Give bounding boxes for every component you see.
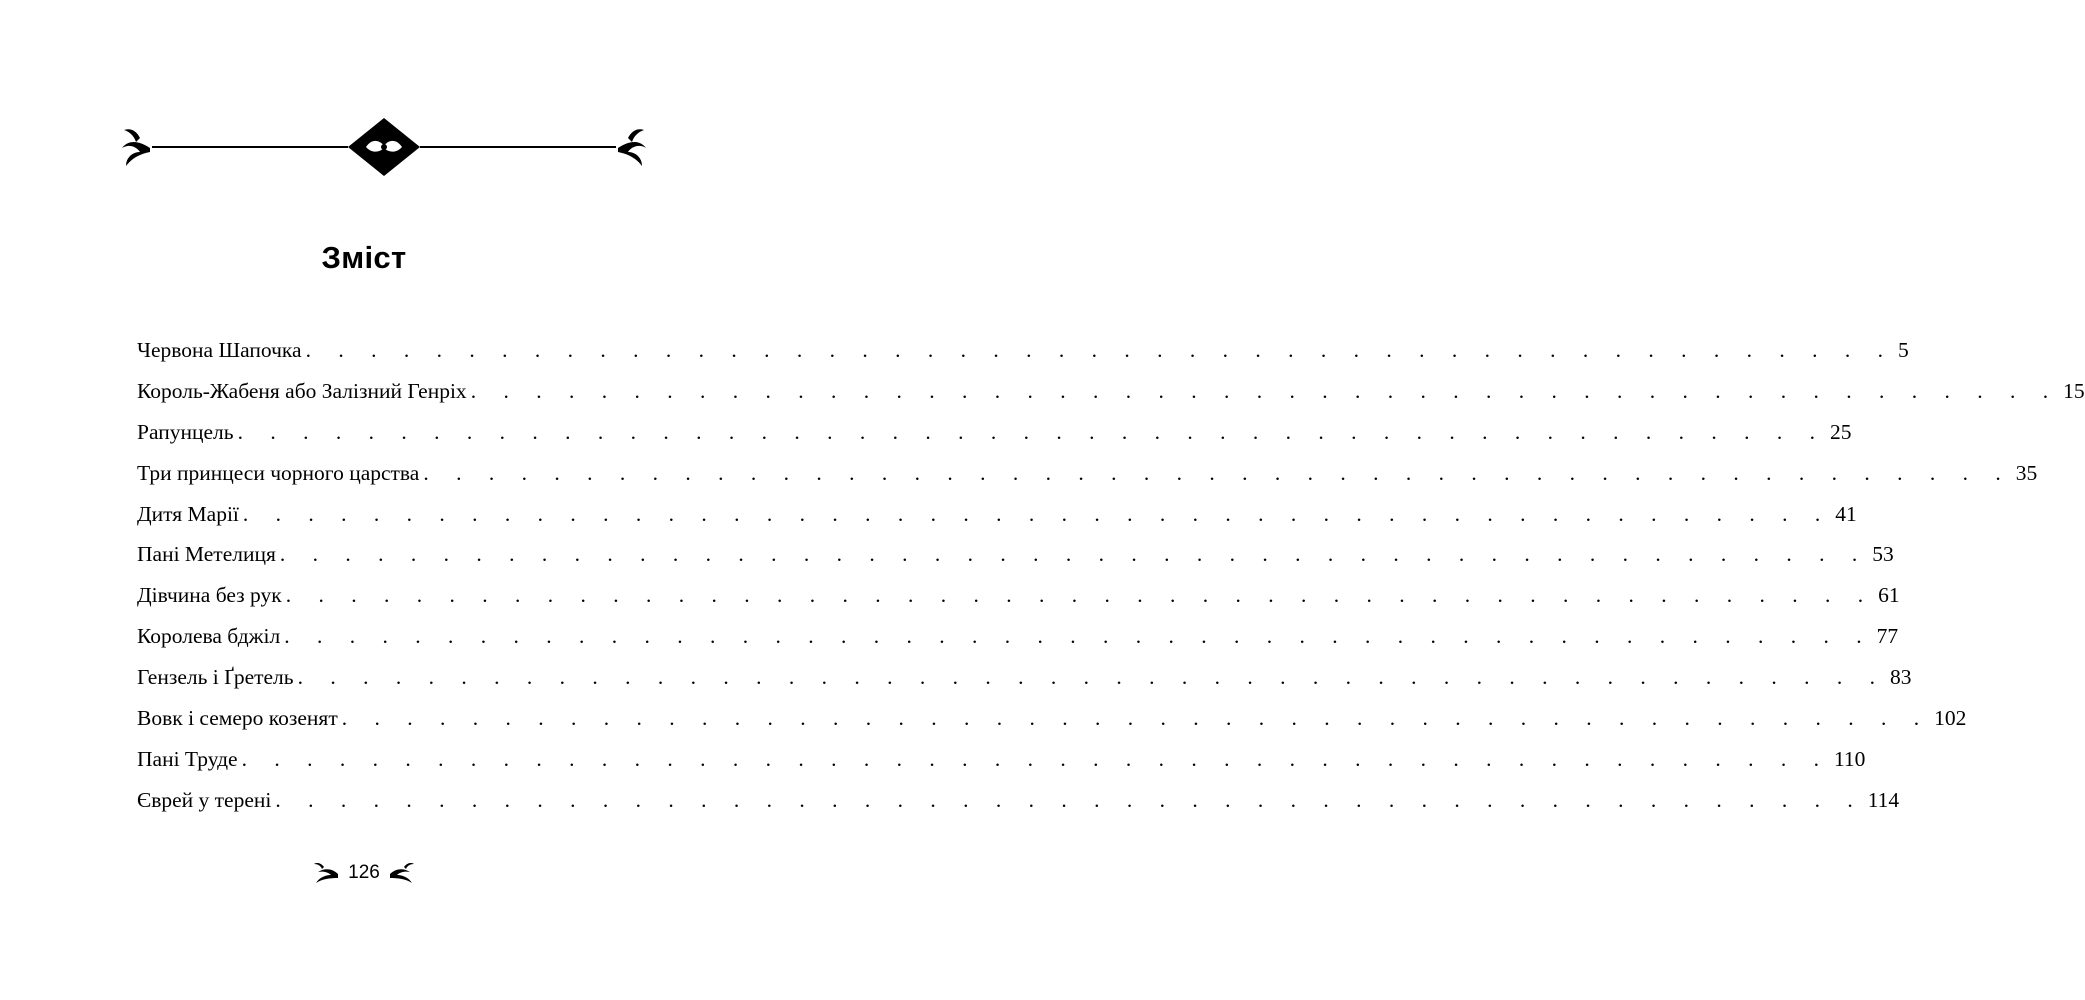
- toc-leader-dots: . . . . . . . . . . . . . . . . . . . . . . . . . . . . . . . . . . . . . . . . . . . . . . . . .: [470, 378, 2060, 403]
- left-flourish-icon: [122, 129, 150, 166]
- toc-leader-dots: . . . . . . . . . . . . . . . . . . . . . . . . . . . . . . . . . . . . . . . . . . . . . . . . .: [279, 542, 1869, 567]
- toc-leader-dots: . . . . . . . . . . . . . . . . . . . . . . . . . . . . . . . . . . . . . . . . . . . . . . . . .: [297, 665, 1886, 690]
- toc-entry-title: Дитя Марії: [137, 501, 239, 526]
- right-swash-icon: [388, 862, 416, 884]
- page-number: 126: [348, 862, 380, 883]
- center-diamond-icon: [348, 118, 420, 176]
- toc-entry-page: 15: [2063, 378, 2085, 403]
- header-ornament: [110, 118, 658, 176]
- toc-entry-page: 110: [1833, 746, 1866, 771]
- toc-entry-title: Три принцеси чорного царства: [137, 460, 420, 485]
- toc-entry-title: Гензель і Ґретель: [137, 665, 294, 690]
- toc-entry-page: 77: [1876, 624, 1899, 649]
- toc-entry: [137, 338, 1909, 379]
- toc-entry: [137, 746, 1866, 788]
- toc-entry: [137, 419, 1852, 461]
- toc-leader-dots: . . . . . . . . . . . . . . . . . . . . . . . . . . . . . . . . . . . . . . . . . . . . . . . . .: [284, 624, 1873, 649]
- toc-leader-dots: . . . . . . . . . . . . . . . . . . . . . . . . . . . . . . . . . . . . . . . . . . . . . . . . .: [423, 460, 2012, 485]
- toc-entry-page: 102: [1934, 706, 1967, 731]
- table-of-contents: [137, 338, 2085, 829]
- toc-leader-dots: . . . . . . . . . . . . . . . . . . . . . . . . . . . . . . . . . . . . . . . . . . . . . . . . .: [285, 583, 1875, 608]
- toc-leader-dots: . . . . . . . . . . . . . . . . . . . . . . . . . . . . . . . . . . . . . . . . . . . . . . . . .: [275, 787, 1864, 812]
- toc-entry-page: 53: [1872, 542, 1894, 567]
- toc-entry-page: 5: [1897, 338, 1909, 362]
- toc-entry-title: Королева бджіл: [137, 624, 281, 649]
- toc-entry: [137, 787, 1900, 829]
- toc-entry-page: 83: [1889, 665, 1912, 690]
- toc-entry: [137, 624, 1899, 665]
- toc-entry-title: Король-Жабеня або Залізний Генріх: [137, 378, 467, 403]
- toc-entry: [137, 378, 2085, 420]
- toc-entry-title: Єврей у терені: [137, 787, 272, 812]
- toc-entry-title: Вовк і семеро козенят: [137, 706, 338, 731]
- toc-entry: [137, 665, 1912, 706]
- toc-entry: [137, 460, 2038, 502]
- toc-entry: [137, 706, 1967, 747]
- toc-entry: [137, 501, 1857, 543]
- toc-entry-page: 41: [1835, 501, 1857, 526]
- toc-entry-page: 61: [1878, 583, 1900, 608]
- toc-entry-title: Пані Труде: [137, 746, 238, 771]
- toc-leader-dots: . . . . . . . . . . . . . . . . . . . . . . . . . . . . . . . . . . . . . . . . . . . . . . . . .: [237, 419, 1826, 444]
- toc-entry-title: Пані Метелиця: [137, 542, 276, 567]
- toc-entry-page: 35: [2015, 460, 2038, 485]
- toc-leader-dots: . . . . . . . . . . . . . . . . . . . . . . . . . . . . . . . . . . . . . . . . . . . . . . . . .: [341, 706, 1931, 731]
- toc-leader-dots: . . . . . . . . . . . . . . . . . . . . . . . . . . . . . . . . . . . . . . . . . . . . . . . . .: [241, 746, 1830, 771]
- toc-entry-title: Червона Шапочка: [137, 338, 302, 362]
- toc-entry: [137, 542, 1894, 583]
- toc-entry-title: Дівчина без рук: [137, 583, 282, 608]
- toc-entry-page: 25: [1829, 419, 1852, 444]
- toc-entry: [137, 583, 1900, 624]
- page-title: Зміст: [321, 240, 407, 275]
- toc-leader-dots: . . . . . . . . . . . . . . . . . . . . . . . . . . . . . . . . . . . . . . . . . . . . . . . . .: [242, 501, 1832, 526]
- right-flourish-icon: [618, 129, 646, 166]
- page-footer: [0, 862, 728, 884]
- toc-leader-dots: . . . . . . . . . . . . . . . . . . . . . . . . . . . . . . . . . . . . . . . . . . . . . . . . .: [305, 338, 1894, 362]
- toc-entry-title: Рапунцель: [137, 419, 234, 444]
- toc-entry-page: 114: [1867, 787, 1900, 812]
- left-swash-icon: [312, 862, 340, 884]
